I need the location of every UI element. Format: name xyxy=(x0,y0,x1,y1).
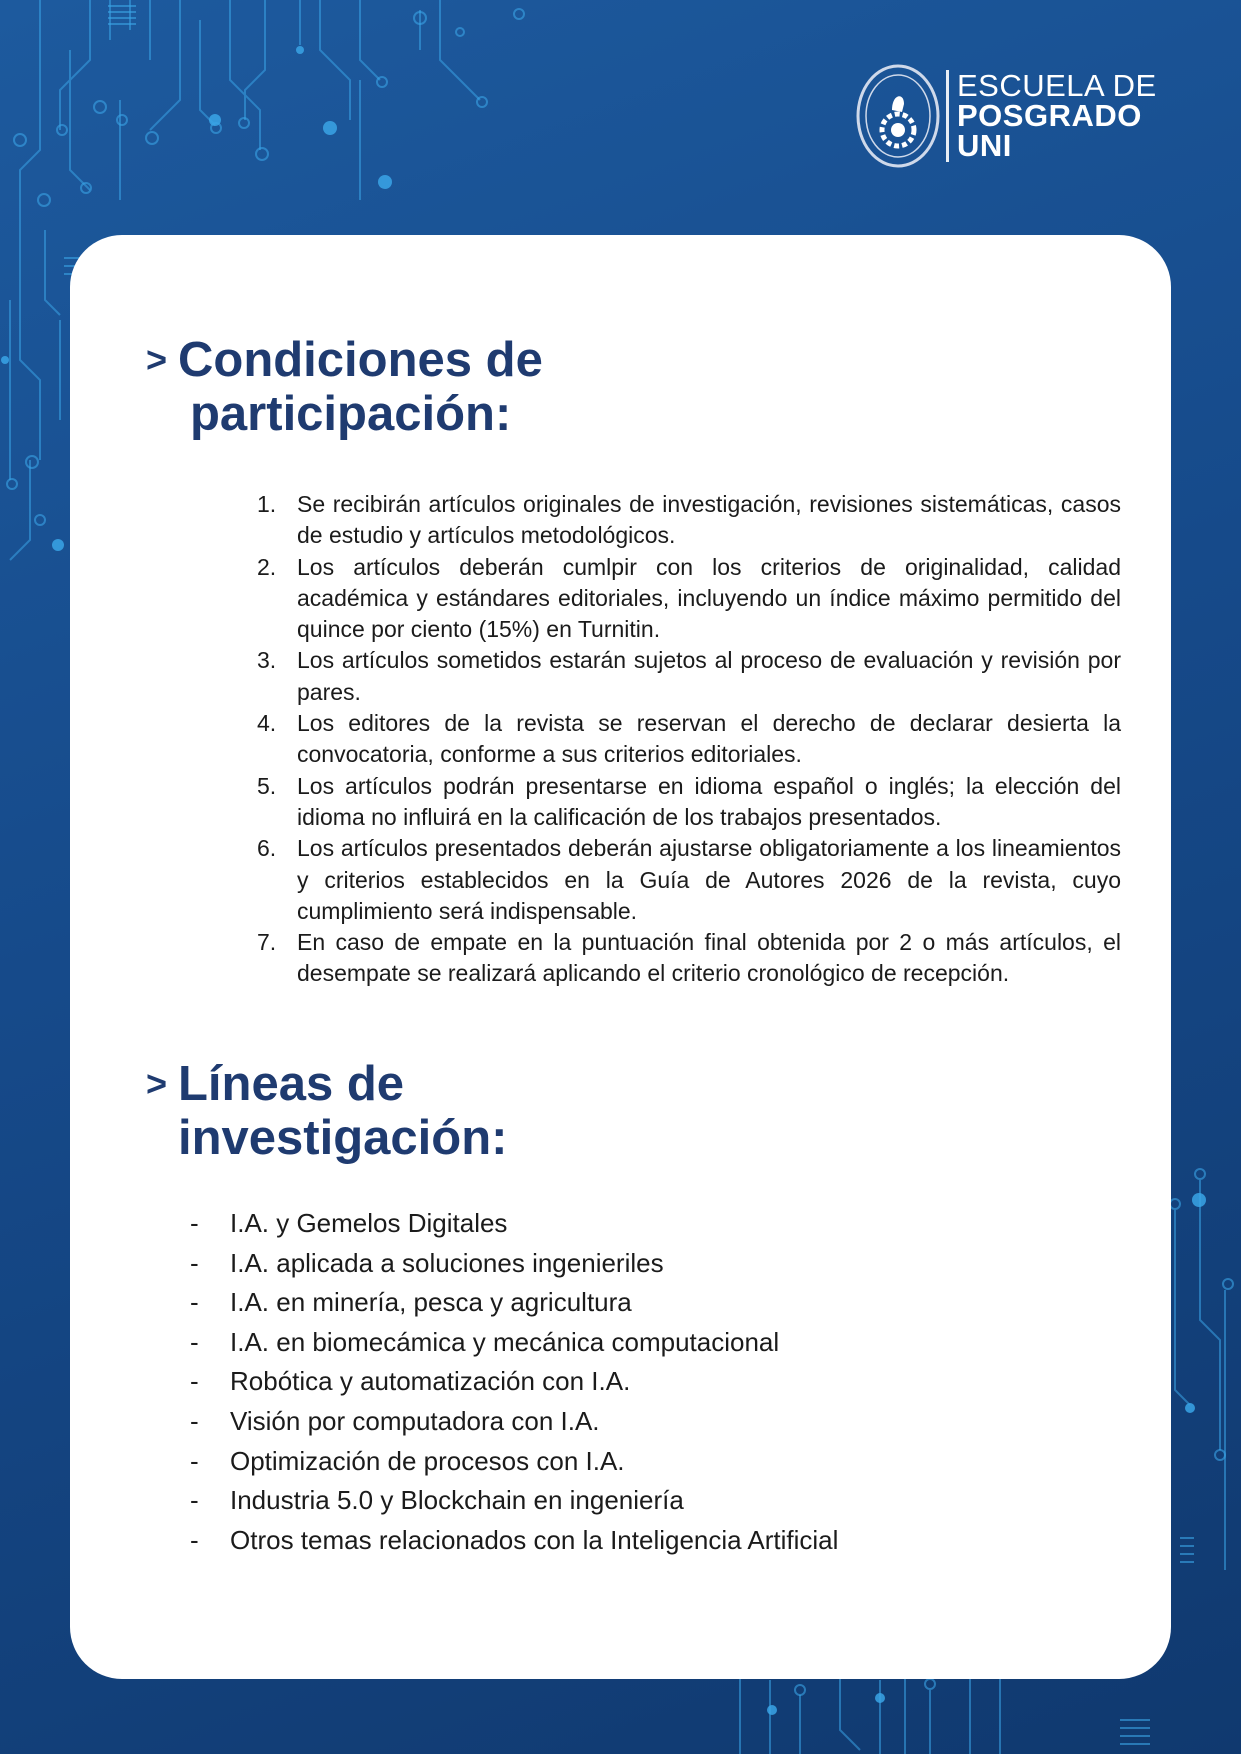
list-number: 6. xyxy=(257,835,277,862)
content-card xyxy=(70,235,1171,1679)
school-logo xyxy=(856,64,1157,168)
list-item xyxy=(185,552,1121,646)
list-item-text: Los artículos podrán presentarse en idioma español o inglés; la elección del idioma no influirá en la calificación de los trabajos presentados. xyxy=(297,772,1121,830)
dash-bullet: - xyxy=(190,1524,199,1555)
list-item-text: En caso de empate en la puntuación final obtenida por 2 o más artículos, el desempate se realizará aplicando el criterio cronológico de recepción. xyxy=(297,929,1121,987)
list-item-text: Los artículos deberán cumlpir con los criterios de originalidad, calidad académica y estándares editoriales, incluyendo un índice máximo permitido del quince por ciento (15%) en Turnitin. xyxy=(297,553,1121,643)
research-lines-list xyxy=(190,1204,838,1560)
logo-line-uni: UNI xyxy=(957,128,1012,163)
list-number: 2. xyxy=(257,553,277,580)
list-item-text: Los artículos sometidos estarán sujetos al proceso de evaluación y revisión por pares. xyxy=(297,647,1121,705)
dash-bullet: - xyxy=(190,1445,199,1476)
list-item xyxy=(190,1244,838,1284)
dash-bullet: - xyxy=(190,1247,199,1278)
list-item-text: Los editores de la revista se reservan el derecho de declarar desierta la convocatoria, conforme a sus criterios editoriales. xyxy=(297,710,1121,768)
list-item-text: Se recibirán artículos originales de investigación, revisiones sistemáticas, casos de estudio y artículos metodológicos. xyxy=(297,491,1121,549)
section-title-conditions xyxy=(178,333,543,441)
list-item-text: Industria 5.0 y Blockchain en ingeniería xyxy=(230,1485,684,1516)
section-title-line: Líneas de xyxy=(178,1057,405,1111)
chevron-right-icon: > xyxy=(146,1063,168,1104)
logo-line-posgrado: POSGRADO xyxy=(957,98,1142,133)
list-item-text: I.A. en biomecámica y mecánica computacional xyxy=(230,1326,780,1357)
section-title-line: Condiciones de xyxy=(178,333,543,387)
list-item-text: Visión por computadora con I.A. xyxy=(230,1405,600,1436)
chevron-right-icon: > xyxy=(146,339,168,380)
list-number: 5. xyxy=(257,772,277,799)
list-item xyxy=(190,1402,838,1442)
list-item xyxy=(190,1521,838,1561)
conditions-list xyxy=(185,489,1121,990)
list-item xyxy=(190,1283,838,1323)
logo-text xyxy=(957,68,1157,163)
dash-bullet: - xyxy=(190,1485,199,1516)
list-number: 7. xyxy=(257,929,277,956)
list-item xyxy=(190,1204,838,1244)
section-title-line: investigación: xyxy=(178,1111,508,1165)
list-item-text: Los artículos presentados deberán ajustarse obligatoriamente a los lineamientos y criterios establecidos en la Guía de Autores 2026 de la revista, cuyo cumplimiento será indispensable. xyxy=(297,835,1121,924)
list-item xyxy=(185,833,1121,927)
list-item xyxy=(190,1481,838,1521)
section-title-research-lines xyxy=(178,1057,507,1165)
list-item xyxy=(185,771,1121,834)
logo-divider xyxy=(946,70,949,162)
list-item-text: I.A. y Gemelos Digitales xyxy=(230,1208,508,1238)
list-number: 3. xyxy=(257,647,277,674)
logo-line-escuela: ESCUELA DE xyxy=(957,68,1157,103)
list-item xyxy=(190,1362,838,1402)
dash-bullet: - xyxy=(190,1326,199,1357)
section-title-line: participación: xyxy=(190,387,512,441)
list-item-text: Robótica y automatización con I.A. xyxy=(230,1366,631,1397)
list-item-text: Optimización de procesos con I.A. xyxy=(230,1445,625,1476)
list-item-text: I.A. aplicada a soluciones ingenieriles xyxy=(230,1247,664,1278)
list-item xyxy=(185,708,1121,771)
list-item xyxy=(190,1442,838,1482)
list-item xyxy=(185,489,1121,552)
dash-bullet: - xyxy=(190,1287,199,1318)
list-item xyxy=(185,645,1121,708)
list-item-text: Otros temas relacionados con la Inteligencia Artificial xyxy=(230,1524,839,1555)
list-item xyxy=(190,1323,838,1363)
university-seal-icon xyxy=(856,64,940,168)
dash-bullet: - xyxy=(190,1405,199,1436)
list-number: 4. xyxy=(257,710,277,737)
dash-bullet: - xyxy=(190,1366,199,1397)
list-number: 1. xyxy=(257,491,277,517)
list-item xyxy=(185,927,1121,990)
dash-bullet: - xyxy=(190,1208,199,1238)
list-item-text: I.A. en minería, pesca y agricultura xyxy=(230,1287,632,1318)
